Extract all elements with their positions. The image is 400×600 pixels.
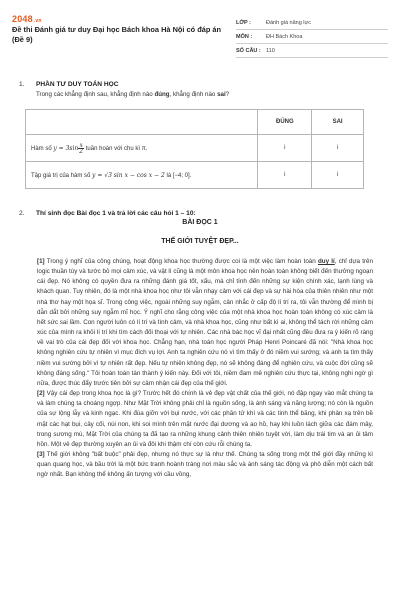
question-number: 1. [19, 81, 25, 88]
meta-value: Đánh giá năng lực [266, 19, 311, 26]
page-header [12, 12, 388, 56]
table-row [26, 135, 364, 162]
question-2 [12, 210, 388, 245]
section-title: Thí sinh đọc Bài đọc 1 và trả lời các câu hỏi 1 – 10: [36, 210, 196, 217]
header-empty-cell [26, 110, 258, 135]
statement-cell: Tập giá trị của hàm số y = √3 sin x − cos x − 2 là [−4; 0]. [26, 162, 258, 189]
paragraph: [1] Trong ý nghĩ của công chúng, hoạt động khoa học thường được coi là một việc làm hoàn toàn duy lí, chỉ dựa trên logic thuần túy và tước bỏ mọi cảm xúc, và vật lí cũng là một môn khoa học nên hoàn toàn không biết đến thưởng ngoạn cái đẹp. Nó không có quyền đưa ra những đánh giá tốt, xấu, mà chỉ tính đến những sự kiện chính xác, lạnh lùng và khách quan. Tuy nhiên, đó là một nhà khoa học như tôi vẫn nhạy cảm với cái đẹp và sự hài hòa của thiên nhiên như một nhà thơ hay một họa sĩ. Trong công việc, ngoài những suy ngẫm, cân nhắc ở cấp độ lí trí ra, tôi vẫn thường để mình bị dẫn dắt bởi những suy ngẫm mĩ học. Ý nghĩ cho rằng công việc của một nhà khoa học hoàn toàn không có xúc cảm là hết sức sai lầm. Con người luôn có lí trí và tình cảm, và nhà khoa học, cũng như bất kì ai, không thể tách rời những cảm xúc của mình ra khỏi lí trí khi tìm cách đối thoại với tự nhiên. Các nhà bác học vĩ đại nhất cũng đều đưa ra ý kiến rõ ràng về vai trò của cái đẹp đối với khoa học. Chẳng hạn, nhà toán học người Pháp Henri Poincaré đã nói: "Nhà khoa học không nghiên cứu tự nhiên vì mục đích vụ lợi. Anh ta nghiên cứu nó vì tìm thấy ở đó niềm vui sướng; và anh ta tìm thấy niềm vui sướng bởi vì tự nhiên rất đẹp. Nếu tự nhiên không đẹp, nó sẽ không đáng để nghiên cứu, và cuộc đời cũng sẽ không đáng sống." Tôi hoàn toàn tán thành ý kiến này. Đối với tôi, niềm đam mê nghiên cứu thực tại, không nghi ngờ gì nữa, được thúc đẩy trước tiên bởi sự cảm nhận cái đẹp của thế giới. [37, 258, 373, 387]
answer-true-option[interactable]: i [258, 135, 312, 162]
meta-row-subject [236, 30, 388, 44]
exam-title: Đề thi Đánh giá tư duy Đại học Bách khoa Hà Nội có đáp án (Đề 9) [12, 25, 222, 44]
answer-false-option[interactable]: i [312, 135, 364, 162]
paragraph: [3] Thế giới không "bất buộc" phải đẹp, nhưng nó thực sự là như thế. Chúng ta sống trong một thế giới đầy những kì quan quang học, và bầu trời là một bức tranh hoành tráng nơi màu sắc và ánh sáng tác động và phô diễn một cách bất ngờ nhất. Bạn không thể không ấn tượng với cầu vồng, [37, 450, 373, 479]
meta-row-class [236, 16, 388, 30]
passage-title: THẾ GIỚI TUYỆT ĐẸP... [161, 238, 239, 245]
answer-false-option[interactable]: i [312, 162, 364, 189]
question-1 [12, 81, 388, 98]
question-number: 2. [19, 210, 25, 217]
paragraph: [2] Vậy cái đẹp trong khoa học là gì? Trước hết đó chính là vẻ đẹp vật chất của thế giới, nó đập ngay vào mắt chúng ta và làm chúng ta choáng ngợp. Như Mặt Trời không phải chỉ là nguồn sống, là ánh sáng và năng lượng; nó còn là nguồn của sự lộng lẫy và kinh ngạc. Khi đùa giỡn với bụi nước, với các phân tử khí và các tinh thể băng, khi phản xạ trên bề mặt các hạt bụi, cây cối, núi non, khi soi mình trên mặt nước đại dương và ao hồ, hay khi luồn lách giữa các đám mây, trong sương mù, Mặt Trời của chúng ta đã tạo ra những khung cảnh thiên nhiên tuyệt vời, làm dịu trái tim và an ủi tâm hồn. Một vẻ đẹp thường xuyên an ủi và đôi khi thậm chí còn cứu rỗi chúng ta. [37, 390, 373, 448]
table-row [26, 162, 364, 189]
header-false: SAI [312, 110, 364, 135]
statement-cell: Hàm số y = 3sin $\frac{x}{2}$ tuần hoàn với chu kì π. [26, 135, 258, 162]
reading-passage [37, 257, 373, 480]
meta-label: SỐ CÂU : [236, 47, 261, 54]
answer-true-option[interactable]: i [258, 162, 312, 189]
meta-value: 110 [266, 47, 275, 54]
exam-meta [236, 16, 388, 58]
section-title: PHẦN TƯ DUY TOÁN HỌC [36, 81, 119, 88]
table-header-row [26, 110, 364, 135]
meta-row-count [236, 44, 388, 58]
meta-value: ĐH Bách Khoa [266, 33, 303, 40]
header-true: ĐÚNG [258, 110, 312, 135]
true-false-table [25, 109, 364, 189]
meta-label: MÔN : [236, 33, 253, 40]
reading-label: BÀI ĐỌC 1 [182, 219, 218, 226]
site-logo[interactable]: 2048.vn [12, 14, 42, 24]
question-instruction: Trong các khẳng định sau, khẳng định nào đúng, khẳng định nào sai? [36, 91, 230, 98]
meta-label: LỚP : [236, 19, 251, 26]
